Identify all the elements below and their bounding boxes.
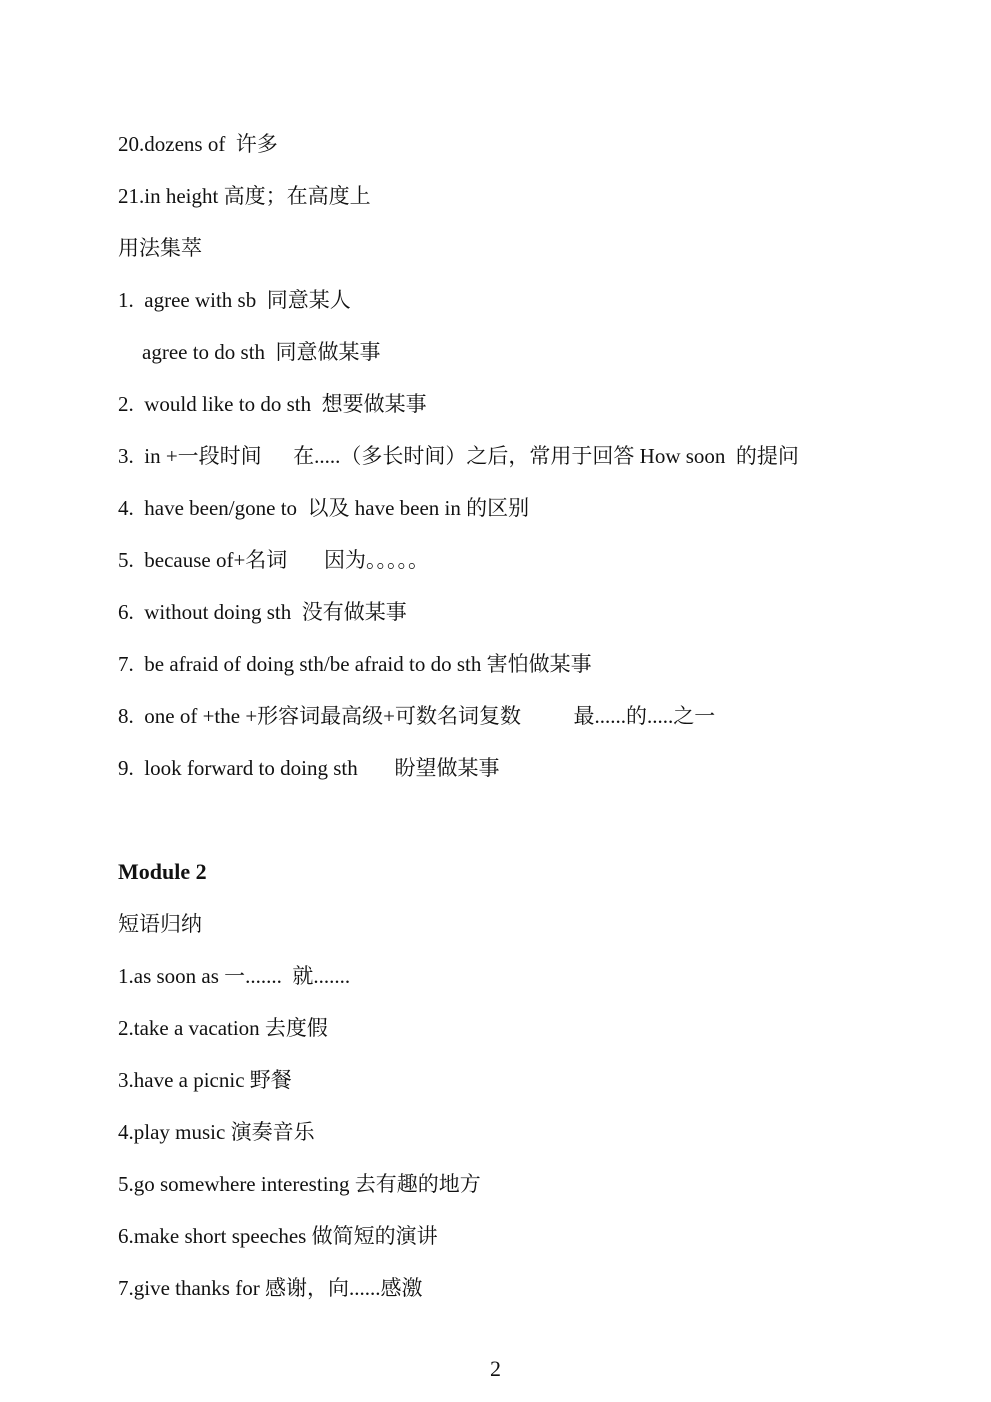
phrase-item: 3.have a picnic 野餐: [118, 1068, 292, 1092]
usage-item: 2. would like to do sth 想要做某事: [118, 392, 427, 416]
section-heading-usage: 用法集萃: [118, 236, 202, 260]
page-number: 2: [490, 1356, 501, 1381]
usage-item: 9. look forward to doing sth 盼望做某事: [118, 756, 500, 780]
phrase-item: 7.give thanks for 感谢，向......感激: [118, 1276, 423, 1300]
phrase-item: 5.go somewhere interesting 去有趣的地方: [118, 1172, 481, 1196]
module-title: Module 2: [118, 859, 207, 884]
phrase-item: 6.make short speeches 做简短的演讲: [118, 1224, 438, 1248]
usage-item: 8. one of +the +形容词最高级+可数名词复数 最......的.....之一: [118, 704, 716, 728]
usage-item: 6. without doing sth 没有做某事: [118, 600, 407, 624]
phrase-item: 21.in height 高度；在高度上: [118, 184, 371, 208]
phrase-item: 20.dozens of 许多: [118, 132, 278, 156]
phrase-item: 1.as soon as 一....... 就.......: [118, 964, 351, 988]
section-heading-phrases: 短语归纳: [118, 912, 202, 936]
usage-item: 4. have been/gone to 以及 have been in 的区别: [118, 496, 530, 520]
usage-item: 5. because of+名词 因为。。。。。: [118, 548, 430, 572]
usage-item: 1. agree with sb 同意某人: [118, 288, 351, 312]
phrase-item: 2.take a vacation 去度假: [118, 1016, 328, 1040]
usage-item: agree to do sth 同意做某事: [142, 340, 381, 364]
usage-item: 7. be afraid of doing sth/be afraid to do sth 害怕做某事: [118, 652, 592, 676]
usage-item: 3. in +一段时间 在.....（多长时间）之后，常用于回答 How soon 的提问: [118, 444, 799, 468]
phrase-item: 4.play music 演奏音乐: [118, 1120, 315, 1144]
